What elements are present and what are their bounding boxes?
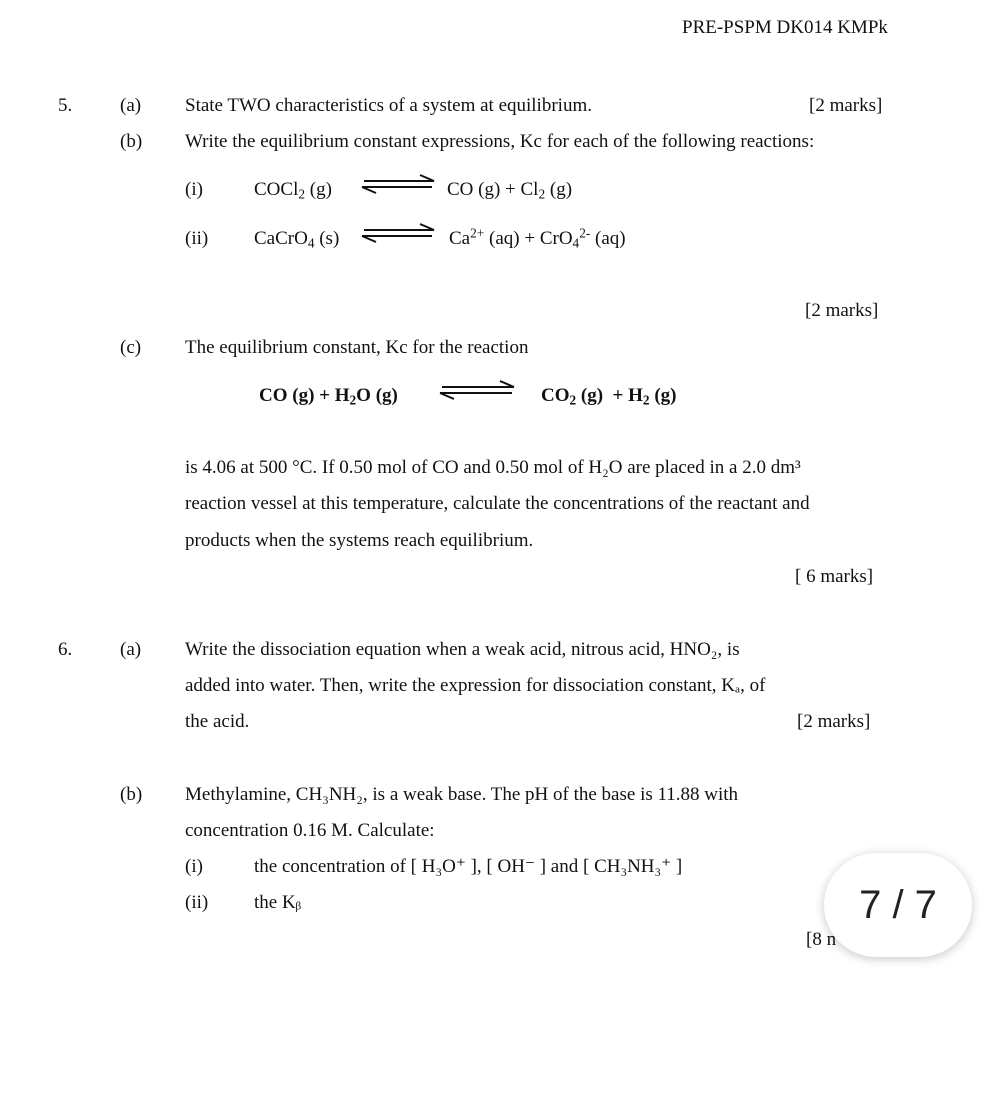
q5c-line2: reaction vessel at this temperature, calculate the concentrations of the reactant and: [185, 493, 810, 514]
reaction-c-reactants: CO $(g) + H_2O$ (g): [259, 385, 398, 408]
q5c-label: (c): [120, 337, 142, 358]
q5c-text: The equilibrium constant, Kc for the reaction: [185, 337, 529, 358]
q6a-line1: Write the dissociation equation when a weak acid, nitrous acid, HNO₂, is: [185, 639, 740, 660]
reaction-ii-reactant: CaCrO$_4$ (s): [254, 228, 340, 251]
equilibrium-arrow-icon: [360, 174, 436, 194]
q6b-label: (b): [120, 784, 143, 805]
q6b-ii-text: the Kᵦ: [254, 892, 302, 913]
q6b-marks: [8 n: [806, 929, 837, 950]
q5b-text: Write the equilibrium constant expressions, Kc for each of the following reactions:: [185, 131, 815, 152]
q6-number: 6.: [58, 639, 73, 660]
q5c-line3: products when the systems reach equilibrium.: [185, 530, 534, 551]
q5c-marks: [ 6 marks]: [795, 566, 874, 587]
q5b-i-label: (i): [185, 179, 203, 200]
q5b-label: (b): [120, 131, 143, 152]
reaction-ii-product: $Ca^{2+}$ (aq) + CrO$_4^{2-}$ (aq): [449, 225, 626, 251]
q6b-line2: concentration 0.16 M. Calculate:: [185, 820, 435, 841]
q6b-line1: Methylamine, CH₃NH₂, is a weak base. The pH of the base is 11.88 with: [185, 784, 739, 805]
q6a-line2: added into water. Then, write the expression for dissociation constant, Kₐ, of: [185, 675, 766, 696]
q6b-i-label: (i): [185, 856, 203, 877]
q6b-i-text: the concentration of [ H₃O⁺ ], [ OH⁻ ] and [ CH₃NH₃⁺ ]: [254, 856, 683, 877]
q5b-marks: [2 marks]: [805, 300, 879, 321]
q5a-label: (a): [120, 95, 142, 116]
page-indicator[interactable]: 7 / 7: [824, 853, 972, 957]
equilibrium-arrow-icon: [438, 380, 516, 400]
page-header: PRE-PSPM DK014 KMPk: [682, 17, 888, 38]
q6a-label: (a): [120, 639, 142, 660]
q5-number: 5.: [58, 95, 73, 116]
q5c-line1: is 4.06 at 500 °C. If 0.50 mol of CO and 0.50 mol of H₂O are placed in a 2.0 dm³: [185, 457, 801, 478]
equilibrium-arrow-icon: [360, 223, 436, 243]
q5b-ii-label: (ii): [185, 228, 209, 249]
q5a-text: State TWO characteristics of a system at equilibrium.: [185, 95, 592, 116]
reaction-i-reactant: COCl$_2$ (g): [254, 179, 332, 202]
q5a-marks: [2 marks]: [809, 95, 883, 116]
reaction-i-product: CO $(g) + Cl_2$ (g): [447, 179, 573, 202]
q6a-marks: [2 marks]: [797, 711, 871, 732]
reaction-c-products: $CO_2$ $(g) + H_2$ (g): [541, 385, 677, 408]
q6b-ii-label: (ii): [185, 892, 209, 913]
q6a-line3: the acid.: [185, 711, 250, 732]
